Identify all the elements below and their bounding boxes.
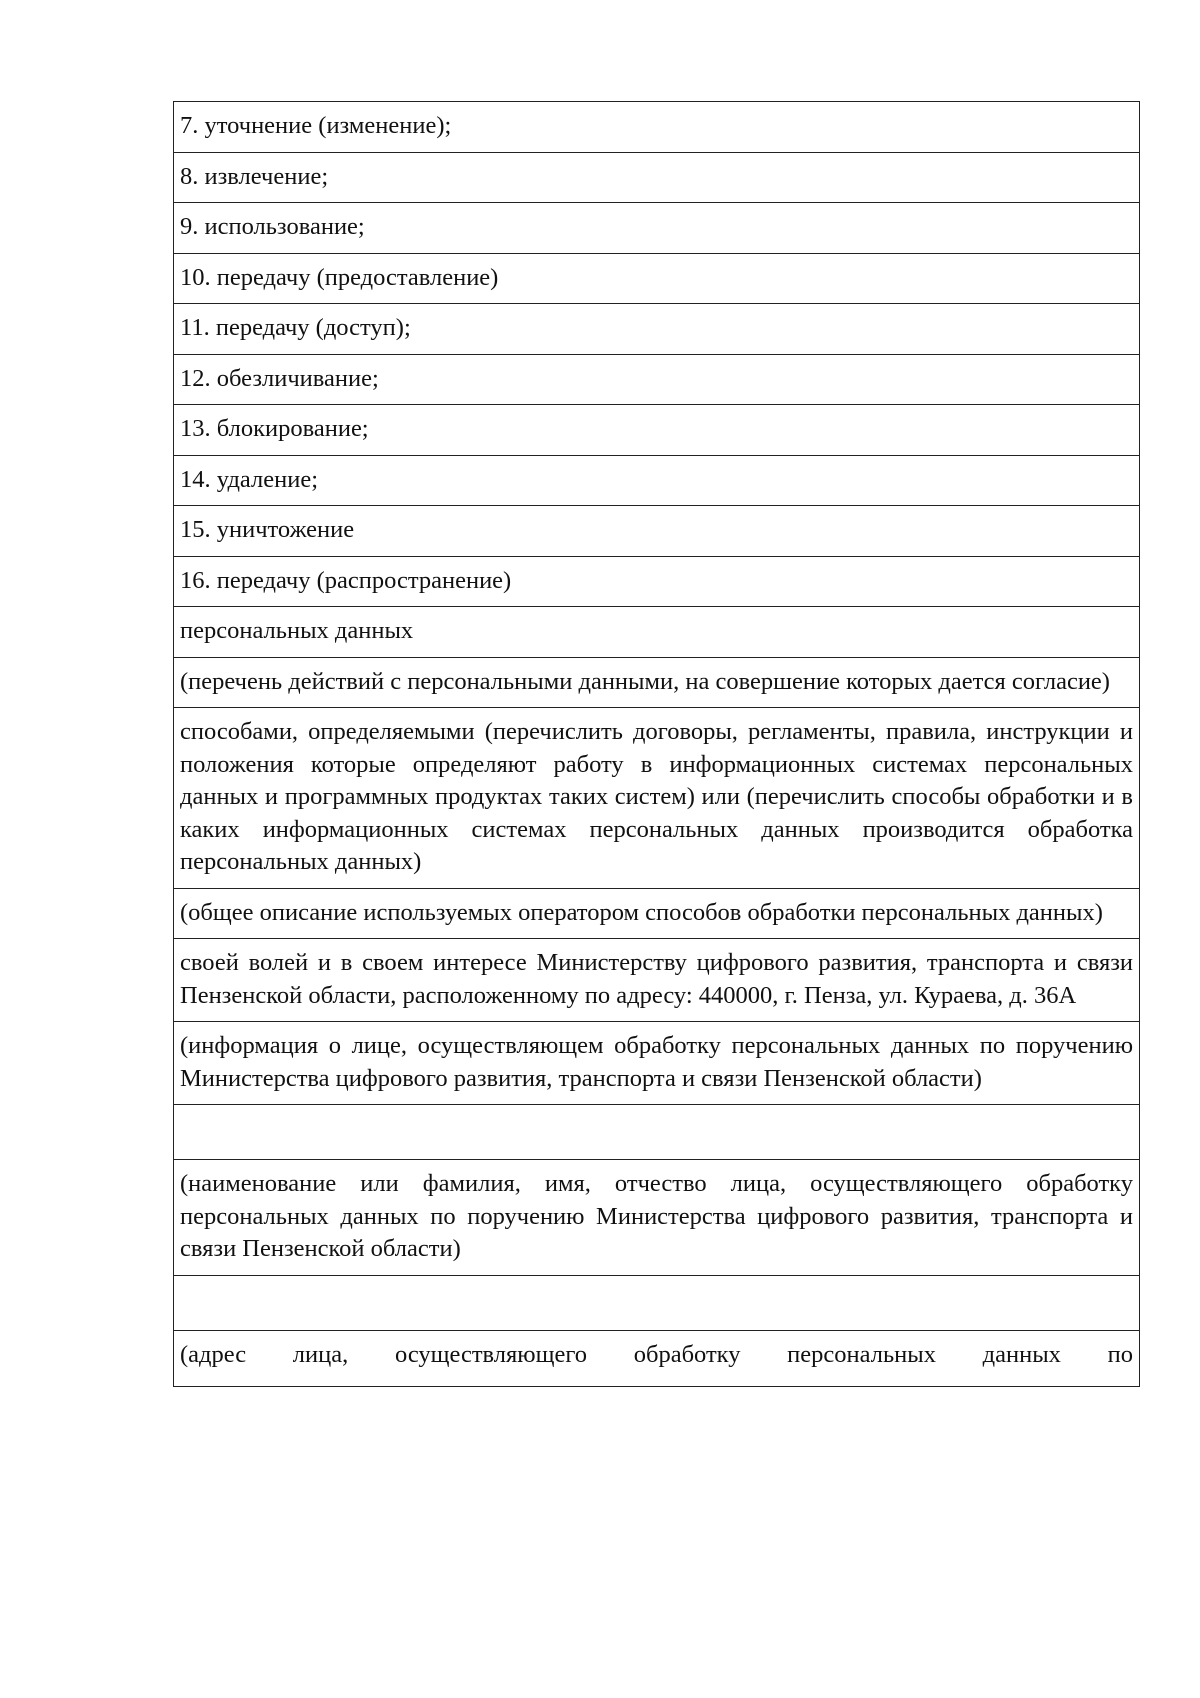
table-row: [174, 102, 1140, 153]
table-cell: 14. удаление;: [174, 455, 1140, 506]
table-row: [174, 939, 1140, 1022]
table-row: [174, 888, 1140, 939]
table-cell: 11. передачу (доступ);: [174, 304, 1140, 355]
empty-input-cell: [174, 1105, 1140, 1160]
table-cell: (наименование или фамилия, имя, отчество лица, осуществляющего обработку персональных данных по поручению Министерства цифрового развития, транспорта и связи Пензенской области): [174, 1160, 1140, 1276]
table-row: [174, 253, 1140, 304]
table-row: [174, 1105, 1140, 1160]
table-cell: способами, определяемыми (перечислить договоры, регламенты, правила, инструкции и положения которые определяют работу в информационных системах персональных данных и программных продуктах таких систем) или (перечислить способы обработки и в каких информационных системах персональных данных производится обработка персональных данных): [174, 708, 1140, 889]
table-cell: 10. передачу (предоставление): [174, 253, 1140, 304]
consent-table: [173, 101, 1140, 1387]
table-row: [174, 1022, 1140, 1105]
table-cell: (перечень действий с персональными данными, на совершение которых дается согласие): [174, 657, 1140, 708]
table-row: [174, 304, 1140, 355]
table-row: [174, 1160, 1140, 1276]
table-row: [174, 455, 1140, 506]
table-cell: 12. обезличивание;: [174, 354, 1140, 405]
table-row: [174, 405, 1140, 456]
table-cell: (информация о лице, осуществляющем обработку персональных данных по поручению Министерства цифрового развития, транспорта и связи Пензенской области): [174, 1022, 1140, 1105]
table-cell: своей волей и в своем интересе Министерству цифрового развития, транспорта и связи Пензенской области, расположенному по адресу: 440000, г. Пенза, ул. Кураева, д. 36А: [174, 939, 1140, 1022]
table-row: [174, 556, 1140, 607]
table-row: [174, 708, 1140, 889]
table-cell: 13. блокирование;: [174, 405, 1140, 456]
table-cell: 9. использование;: [174, 203, 1140, 254]
empty-input-cell: [174, 1275, 1140, 1330]
table-cell: 15. уничтожение: [174, 506, 1140, 557]
table-row: [174, 506, 1140, 557]
table-cell: персональных данных: [174, 607, 1140, 658]
table-row: [174, 1330, 1140, 1386]
table-cell: 7. уточнение (изменение);: [174, 102, 1140, 153]
table-row: [174, 203, 1140, 254]
table-cell: (общее описание используемых оператором способов обработки персональных данных): [174, 888, 1140, 939]
table-cell: 16. передачу (распространение): [174, 556, 1140, 607]
table-row: [174, 607, 1140, 658]
table-row: [174, 354, 1140, 405]
table-row: [174, 657, 1140, 708]
table-cell: 8. извлечение;: [174, 152, 1140, 203]
table-row: [174, 1275, 1140, 1330]
table-cell: (адрес лица, осуществляющего обработку персональных данных по: [174, 1330, 1140, 1386]
table-row: [174, 152, 1140, 203]
